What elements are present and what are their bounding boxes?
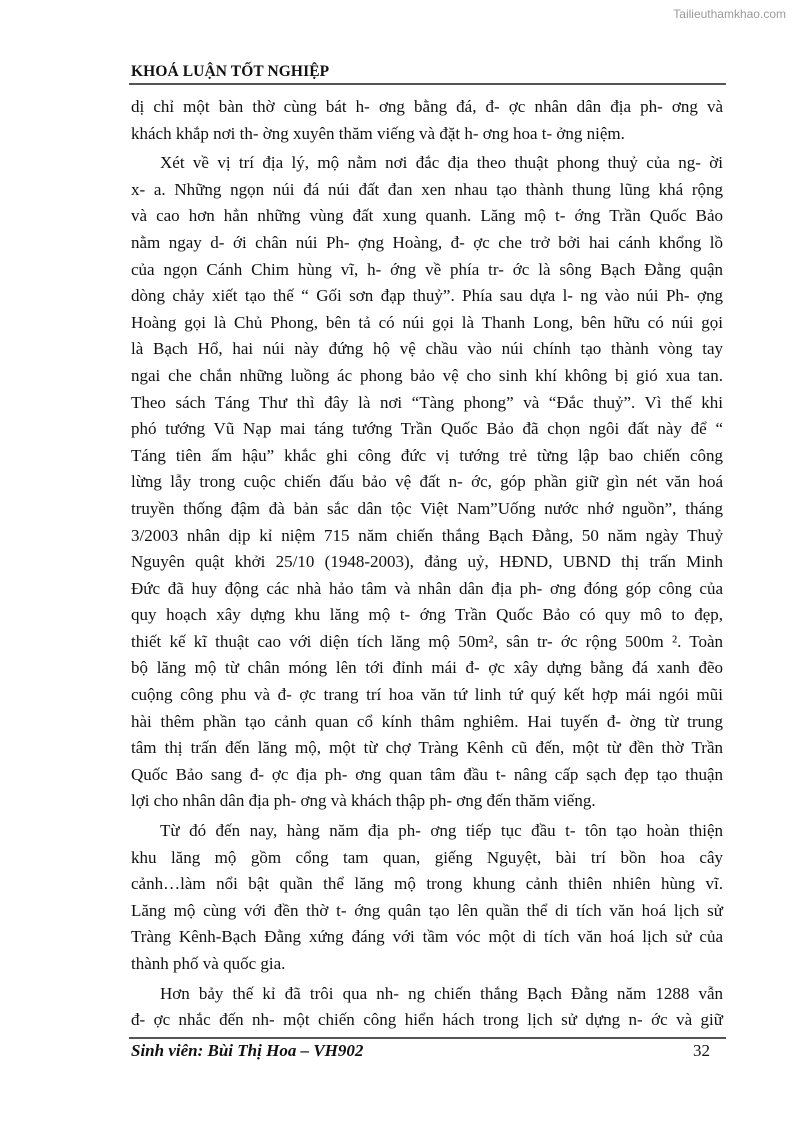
- paragraph: [131, 150, 723, 815]
- footer-student: Sinh viên: Bùi Thị Hoa – VH902: [131, 1041, 364, 1060]
- text-line: khách khắp nơi th- ờng xuyên thăm viếng và đặt h- ơng hoa t- ởng niệm.: [131, 123, 625, 143]
- text-line: Đức đã huy động các nhà hảo tâm và nhân dân địa ph- ơng đóng góp công của: [131, 578, 723, 598]
- text-line: là Bạch Hổ, hai núi này đứng hộ vệ chầu vào núi chính tạo thành vòng tay: [131, 339, 723, 359]
- text-line: quy hoạch xây dựng khu lăng mộ t- ớng Trần Quốc Bảo có quy mô to đẹp,: [131, 605, 723, 625]
- text-line: Xét về vị trí địa lý, mộ nằm nơi đắc địa theo thuật phong thuỷ của ng- ời: [160, 153, 723, 173]
- text-line: lợi cho nhân dân địa ph- ơng và khách thập ph- ơng đến thăm viếng.: [131, 791, 596, 811]
- paragraph: [131, 94, 723, 147]
- paragraph: [131, 981, 723, 1034]
- text-line: Từ đó đến nay, hàng năm địa ph- ơng tiếp tục đầu t- tôn tạo hoàn thiện: [160, 821, 723, 841]
- text-line: Táng tiên ấm hậu” khắc ghi công đức vị tướng trẻ từng lập bao chiến công: [131, 445, 723, 465]
- text-line: và cao hơn hẳn những vùng đất xung quanh. Lăng mộ t- ớng Trần Quốc Bảo: [131, 206, 723, 226]
- text-line: dị chỉ một bàn thờ cùng bát h- ơng bằng đá, đ- ợc nhân dân địa ph- ơng và: [131, 97, 723, 116]
- text-line: cảnh…làm nổi bật quần thể lăng mộ trong khung cảnh thiên nhiên hùng vĩ.: [131, 874, 723, 894]
- text-line: Quốc Bảo sang đ- ợc địa ph- ơng quan tâm đầu t- nâng cấp sạch đẹp tạo thuận: [131, 764, 723, 784]
- text-line: thành phố và quốc gia.: [131, 954, 286, 973]
- text-line: thiết kế kĩ thuật cao với diện tích lăng mộ 50m², sân tr- ớc rộng 500m ². Toàn: [131, 631, 723, 651]
- text-line: khu lăng mộ gồm cổng tam quan, giếng Nguyệt, bài trí bồn hoa cây: [131, 847, 723, 867]
- page-header-title: KHOÁ LUẬN TỐT NGHIỆP: [131, 63, 330, 80]
- text-line: dòng chảy xiết tạo thế “ Gối sơn đạp thuỷ”. Phía sau dựa l- ng vào núi Ph- ợng: [131, 286, 723, 306]
- text-line: tâm thị trấn đến lăng mộ, một từ chợ Tràng Kênh cũ đến, một từ đền thờ Trần: [131, 738, 723, 758]
- text-line: x- a. Những ngọn núi đá núi đất đan xen nhau tạo thành thung lũng khá rộng: [131, 179, 723, 199]
- text-line: đ- ợc nhắc đến nh- một chiến công hiển hách trong lịch sử dựng n- ớc và giữ: [131, 1010, 723, 1030]
- text-line: cuộng công phu và đ- ợc trang trí hoa văn tứ linh tứ quý kết hợp mái ngói mũi: [131, 685, 723, 705]
- text-line: Lăng mộ cùng với đền thờ t- ớng quân tạo lên quần thể di tích văn hoá lịch sử: [131, 900, 723, 920]
- text-line: lừng lẫy trong cuộc chiến đấu bảo vệ đất n- ớc, góp phần giữ gìn nét văn hoá: [131, 472, 723, 492]
- text-line: Nguyên quật khởi 25/10 (1948-2003), đảng uỷ, HĐND, UBND thị trấn Minh: [131, 552, 723, 572]
- text-line: của ngọn Cánh Chim hùng vĩ, h- ớng về phía tr- ớc là sông Bạch Đằng quận: [131, 259, 723, 279]
- text-line: Theo sách Táng Thư thì đây là nơi “Tàng phong” và “Đắc thuỷ”. Vì thế khi: [131, 392, 723, 412]
- text-line: Tràng Kênh-Bạch Đằng xứng đáng với tầm vóc một di tích văn hoá lịch sử của: [131, 927, 723, 947]
- header-divider: [129, 83, 726, 85]
- text-line: 3/2003 nhân dịp kỉ niệm 715 năm chiến thắng Bạch Đằng, 50 năm ngày Thuỷ: [131, 525, 723, 545]
- text-line: Hơn bảy thế kỉ đã trôi qua nh- ng chiến thắng Bạch Đằng năm 1288 vẫn: [160, 983, 723, 1003]
- footer-divider: [129, 1037, 726, 1039]
- text-line: truyền thống đậm đà bản sắc dân tộc Việt Nam”Uống nước nhớ nguồn”, tháng: [131, 498, 723, 518]
- text-line: ngai che chắn những luồng ác phong bảo vệ cho sinh khí không bị gió xua tan.: [131, 365, 723, 385]
- text-line: phó tướng Vũ Nạp mai táng tướng Trần Quốc Bảo đã chọn ngôi đất này để “: [131, 419, 723, 439]
- page-number: 32: [693, 1041, 710, 1060]
- document-body: [131, 94, 723, 1037]
- text-line: Hoàng gọi là Chủ Phong, bên tả có núi gọi là Thanh Long, bên hữu có núi gọi: [131, 312, 723, 332]
- text-line: hài thêm phần tạo cảnh quan cổ kính thâm nghiêm. Hai tuyến đ- ờng từ trung: [131, 711, 723, 731]
- paragraph: [131, 818, 723, 978]
- text-line: nằm ngay d- ới chân núi Ph- ợng Hoàng, đ- ợc che trở bởi hai cánh khổng lồ: [131, 232, 723, 252]
- watermark: Tailieuthamkhao.com: [673, 7, 786, 21]
- text-line: bộ lăng mộ từ chân móng lên tới đỉnh mái đ- ợc xây dựng bằng đá xanh đẽo: [131, 658, 723, 678]
